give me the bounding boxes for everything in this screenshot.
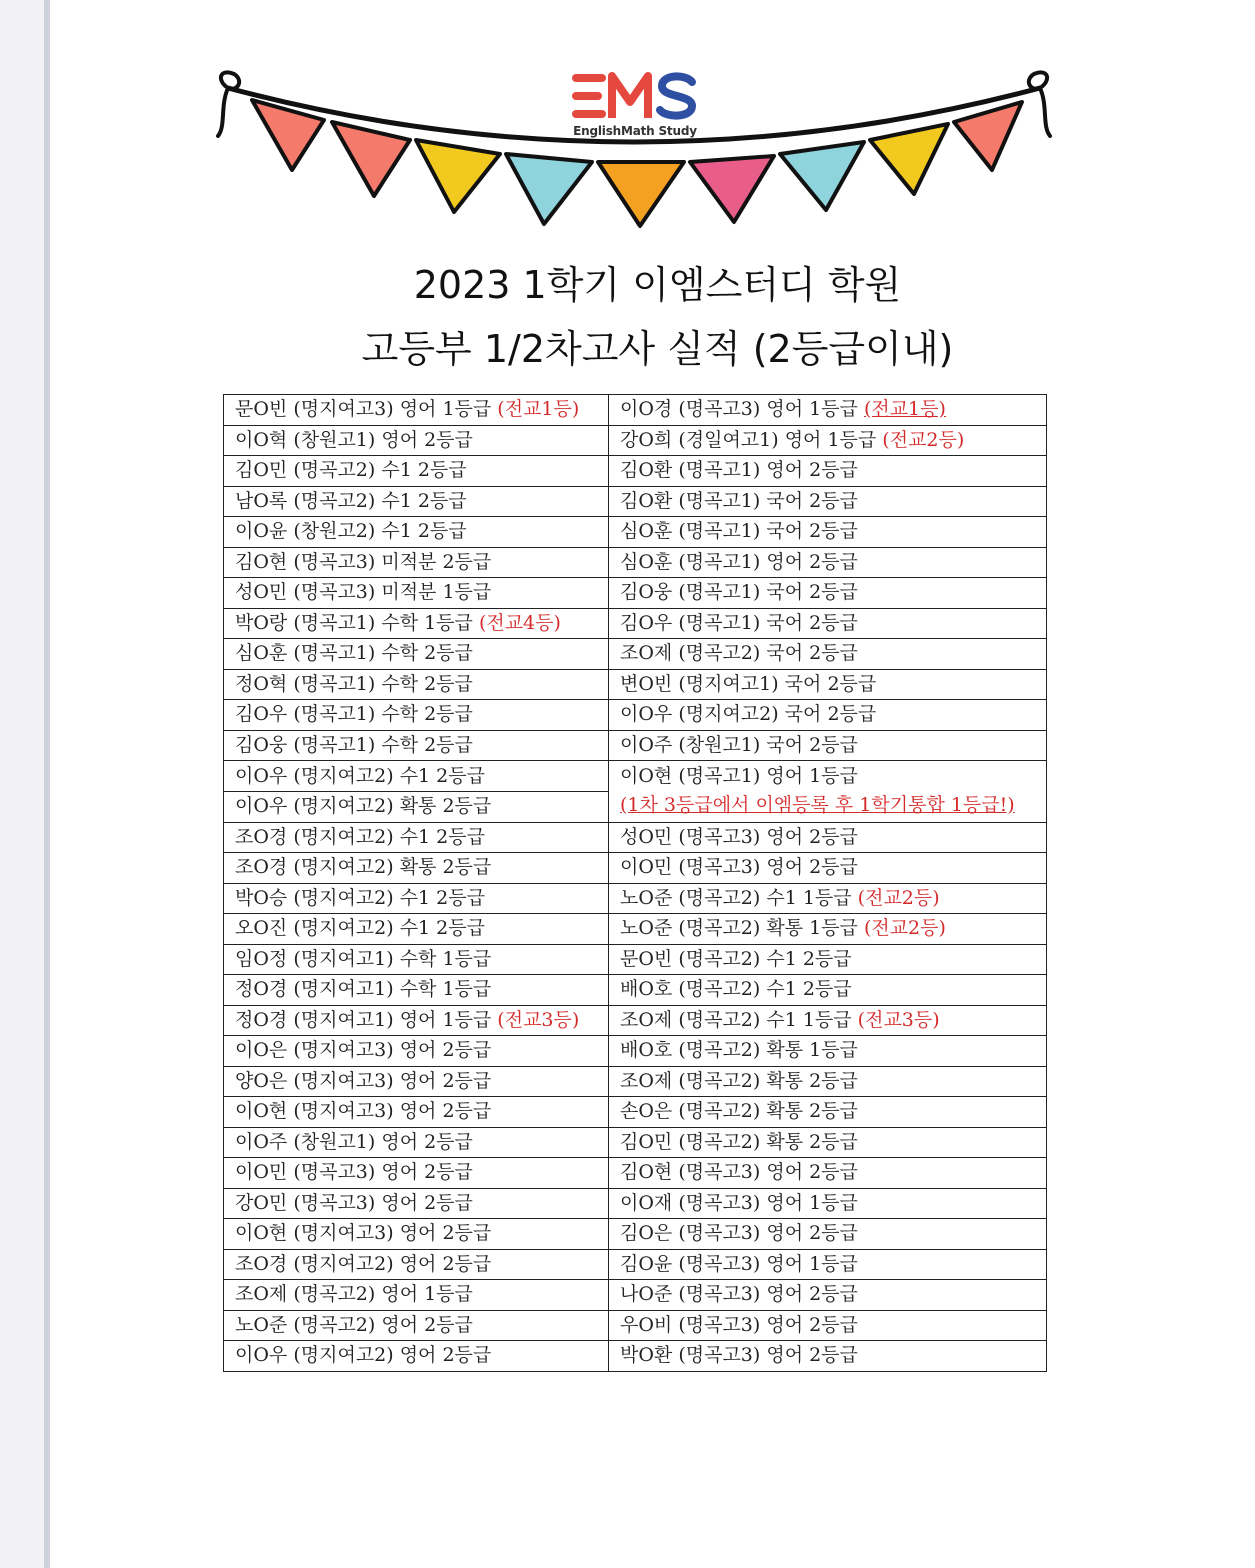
entry-text: 심O훈 (명곡고1) 수학 2등급	[235, 642, 473, 665]
left-entry-cell	[224, 578, 609, 609]
left-margin-rule	[44, 0, 50, 1568]
table-row	[224, 730, 1047, 761]
table-row	[224, 1188, 1047, 1219]
entry-text: 이O민 (명곡고3) 영어 2등급	[235, 1161, 473, 1184]
entry-text: 김O환 (명곡고1) 국어 2등급	[620, 489, 858, 512]
pennant-3	[416, 140, 500, 212]
left-entry-cell	[224, 1310, 609, 1341]
right-entry-cell	[609, 853, 1047, 884]
entry-text: 김O현 (명곡고3) 미적분 2등급	[235, 550, 492, 573]
pennant-8	[870, 124, 948, 194]
entry-note: (1차 3등급에서 이엠등록 후 1학기통합 1등급!)	[620, 794, 1015, 817]
ems-logo	[560, 72, 710, 144]
right-entry-cell	[609, 944, 1047, 975]
left-entry-cell	[224, 1005, 609, 1036]
table-row	[224, 822, 1047, 853]
entry-text: 박O랑 (명곡고1) 수학 1등급	[235, 611, 473, 634]
school-rank-badge: (전교1등)	[863, 398, 946, 421]
entry-text: 김O윤 (명곡고3) 영어 1등급	[620, 1252, 858, 1275]
table-row	[224, 1036, 1047, 1067]
table-row	[224, 547, 1047, 578]
ems-logo-mark	[570, 72, 700, 120]
right-entry-cell	[609, 1310, 1047, 1341]
entry-text: 이O혁 (창원고1) 영어 2등급	[235, 428, 473, 451]
entry-text: 배O호 (명곡고2) 수1 2등급	[620, 978, 852, 1001]
table-row	[224, 578, 1047, 609]
entry-text: 조O제 (명곡고2) 수1 1등급	[620, 1008, 852, 1031]
left-entry-cell	[224, 425, 609, 456]
right-entry-cell	[609, 1066, 1047, 1097]
right-entry-cell	[609, 761, 1047, 823]
entry-text: 조O경 (명지여고2) 확통 2등급	[235, 856, 492, 879]
entry-text: 임O정 (명지여고1) 수학 1등급	[235, 947, 492, 970]
entry-text: 김O웅 (명곡고1) 수학 2등급	[235, 733, 473, 756]
table-row	[224, 1066, 1047, 1097]
right-entry-cell	[609, 547, 1047, 578]
left-entry-cell	[224, 944, 609, 975]
entry-text: 조O제 (명곡고2) 국어 2등급	[620, 642, 858, 665]
right-entry-cell	[609, 608, 1047, 639]
logo-wordmark: EnglishMath Study	[573, 124, 697, 138]
entry-text: 심O훈 (명곡고1) 국어 2등급	[620, 520, 858, 543]
right-entry-cell	[609, 975, 1047, 1006]
left-entry-cell	[224, 792, 609, 823]
entry-text: 이O현 (명곡고1) 영어 1등급	[620, 765, 858, 788]
entry-text: 이O은 (명지여고3) 영어 2등급	[235, 1039, 492, 1062]
entry-text: 강O희 (경일여고1) 영어 1등급	[620, 428, 877, 451]
entry-text: 김O우 (명곡고1) 수학 2등급	[235, 703, 473, 726]
entry-text: 이O주 (창원고1) 영어 2등급	[235, 1130, 473, 1153]
entry-text: 김O민 (명곡고2) 확통 2등급	[620, 1130, 858, 1153]
left-entry-cell	[224, 1066, 609, 1097]
left-entry-cell	[224, 700, 609, 731]
right-entry-cell	[609, 669, 1047, 700]
entry-text: 김O은 (명곡고3) 영어 2등급	[620, 1222, 858, 1245]
pennant-7	[780, 142, 864, 210]
table-row	[224, 975, 1047, 1006]
school-rank-badge: (전교2등)	[882, 428, 965, 451]
entry-text: 강O민 (명곡고3) 영어 2등급	[235, 1191, 473, 1214]
entry-text: 성O민 (명곡고3) 미적분 1등급	[235, 581, 492, 604]
table-row	[224, 1158, 1047, 1189]
table-row	[224, 1280, 1047, 1311]
left-entry-cell	[224, 822, 609, 853]
entry-text: 이O윤 (창원고2) 수1 2등급	[235, 520, 467, 543]
entry-text: 조O경 (명지여고2) 수1 2등급	[235, 825, 485, 848]
left-entry-cell	[224, 1188, 609, 1219]
table-row	[224, 1249, 1047, 1280]
table-row	[224, 944, 1047, 975]
right-entry-cell	[609, 1280, 1047, 1311]
right-entry-cell	[609, 822, 1047, 853]
pennant-2	[332, 122, 410, 196]
table-row	[224, 456, 1047, 487]
entry-text: 이O우 (명지여고2) 확통 2등급	[235, 795, 492, 818]
entry-text: 양O은 (명지여고3) 영어 2등급	[235, 1069, 492, 1092]
left-entry-cell	[224, 639, 609, 670]
left-entry-cell	[224, 1280, 609, 1311]
entry-text: 배O호 (명곡고2) 확통 1등급	[620, 1039, 858, 1062]
entry-text: 문O빈 (명지여고3) 영어 1등급	[235, 398, 492, 421]
entry-text: 노O준 (명곡고2) 영어 2등급	[235, 1313, 473, 1336]
results-table	[223, 394, 1047, 1372]
entry-text: 김O환 (명곡고1) 영어 2등급	[620, 459, 858, 482]
entry-text: 박O환 (명곡고3) 영어 2등급	[620, 1344, 858, 1367]
entry-text: 김O우 (명곡고1) 국어 2등급	[620, 611, 858, 634]
left-entry-cell	[224, 975, 609, 1006]
left-entry-cell	[224, 1249, 609, 1280]
entry-text: 나O준 (명곡고3) 영어 2등급	[620, 1283, 858, 1306]
pennant-5	[598, 162, 684, 226]
entry-text: 손O은 (명곡고2) 확통 2등급	[620, 1100, 858, 1123]
school-rank-badge: (전교1등)	[497, 398, 580, 421]
left-entry-cell	[224, 914, 609, 945]
school-rank-badge: (전교2등)	[857, 886, 940, 909]
right-entry-cell	[609, 1188, 1047, 1219]
left-entry-cell	[224, 608, 609, 639]
left-entry-cell	[224, 761, 609, 792]
table-row	[224, 761, 1047, 792]
table-row	[224, 1127, 1047, 1158]
school-rank-badge: (전교2등)	[863, 917, 946, 940]
right-entry-cell	[609, 700, 1047, 731]
right-entry-cell	[609, 1036, 1047, 1067]
right-entry-cell	[609, 1097, 1047, 1128]
entry-text: 조O제 (명곡고2) 영어 1등급	[235, 1283, 473, 1306]
entry-text: 오O진 (명지여고2) 수1 2등급	[235, 917, 485, 940]
table-row	[224, 1097, 1047, 1128]
entry-text: 변O빈 (명지여고1) 국어 2등급	[620, 672, 877, 695]
school-rank-badge: (전교4등)	[478, 611, 561, 634]
table-row	[224, 639, 1047, 670]
entry-text: 우O비 (명곡고3) 영어 2등급	[620, 1313, 858, 1336]
table-row	[224, 700, 1047, 731]
left-entry-cell	[224, 456, 609, 487]
page-subtitle: 고등부 1/2차고사 실적 (2등급이내)	[361, 327, 954, 371]
entry-text: 조O경 (명지여고2) 영어 2등급	[235, 1252, 492, 1275]
table-row	[224, 1005, 1047, 1036]
pennant-4	[506, 154, 592, 224]
right-entry-cell	[609, 456, 1047, 487]
entry-text: 정O경 (명지여고1) 수학 1등급	[235, 978, 492, 1001]
left-entry-cell	[224, 1158, 609, 1189]
right-entry-cell	[609, 486, 1047, 517]
bunting-loop-right	[1029, 72, 1050, 136]
left-entry-cell	[224, 1097, 609, 1128]
left-entry-cell	[224, 730, 609, 761]
results-table-body	[224, 395, 1047, 1372]
left-entry-cell	[224, 883, 609, 914]
entry-text: 김O민 (명곡고2) 수1 2등급	[235, 459, 467, 482]
right-entry-cell	[609, 730, 1047, 761]
right-entry-cell	[609, 1219, 1047, 1250]
entry-text: 남O록 (명곡고2) 수1 2등급	[235, 489, 467, 512]
entry-text: 이O민 (명곡고3) 영어 2등급	[620, 856, 858, 879]
entry-text: 박O승 (명지여고2) 수1 2등급	[235, 886, 485, 909]
right-entry-cell	[609, 914, 1047, 945]
bunting-loop-left	[218, 72, 239, 136]
right-entry-cell	[609, 578, 1047, 609]
entry-text: 이O우 (명지여고2) 수1 2등급	[235, 764, 485, 787]
table-row	[224, 669, 1047, 700]
left-entry-cell	[224, 395, 609, 426]
right-entry-cell	[609, 1127, 1047, 1158]
right-entry-cell	[609, 1158, 1047, 1189]
left-entry-cell	[224, 517, 609, 548]
right-entry-cell	[609, 395, 1047, 426]
left-entry-cell	[224, 1341, 609, 1372]
entry-text: 노O준 (명곡고2) 수1 1등급	[620, 886, 852, 909]
table-row	[224, 486, 1047, 517]
entry-text: 이O현 (명지여고3) 영어 2등급	[235, 1100, 492, 1123]
right-entry-cell	[609, 1341, 1047, 1372]
pennant-6	[690, 156, 774, 222]
table-row	[224, 608, 1047, 639]
left-entry-cell	[224, 669, 609, 700]
table-row	[224, 883, 1047, 914]
entry-text: 이O현 (명지여고3) 영어 2등급	[235, 1222, 492, 1245]
table-row	[224, 395, 1047, 426]
left-margin-strip	[0, 0, 44, 1568]
entry-text: 김O현 (명곡고3) 영어 2등급	[620, 1161, 858, 1184]
entry-text: 이O경 (명곡고3) 영어 1등급	[620, 398, 858, 421]
right-entry-cell	[609, 1005, 1047, 1036]
right-entry-cell	[609, 425, 1047, 456]
left-entry-cell	[224, 1036, 609, 1067]
right-entry-cell	[609, 883, 1047, 914]
entry-text: 이O우 (명지여고2) 국어 2등급	[620, 703, 877, 726]
table-row	[224, 1341, 1047, 1372]
left-entry-cell	[224, 853, 609, 884]
entry-text: 정O혁 (명곡고1) 수학 2등급	[235, 672, 473, 695]
entry-text: 이O우 (명지여고2) 영어 2등급	[235, 1344, 492, 1367]
right-entry-cell	[609, 1249, 1047, 1280]
left-entry-cell	[224, 1127, 609, 1158]
table-row	[224, 1219, 1047, 1250]
entry-text: 이O주 (창원고1) 국어 2등급	[620, 733, 858, 756]
left-entry-cell	[224, 1219, 609, 1250]
entry-text: 문O빈 (명곡고2) 수1 2등급	[620, 947, 852, 970]
left-entry-cell	[224, 547, 609, 578]
school-rank-badge: (전교3등)	[497, 1008, 580, 1031]
entry-text: 이O재 (명곡고3) 영어 1등급	[620, 1191, 858, 1214]
table-row	[224, 1310, 1047, 1341]
entry-text: 정O경 (명지여고1) 영어 1등급	[235, 1008, 492, 1031]
table-row	[224, 517, 1047, 548]
entry-text: 김O웅 (명곡고1) 국어 2등급	[620, 581, 858, 604]
entry-text: 조O제 (명곡고2) 확통 2등급	[620, 1069, 858, 1092]
right-entry-cell	[609, 639, 1047, 670]
pennant-9	[954, 102, 1022, 170]
table-row	[224, 853, 1047, 884]
left-entry-cell	[224, 486, 609, 517]
entry-text: 노O준 (명곡고2) 확통 1등급	[620, 917, 858, 940]
table-row	[224, 425, 1047, 456]
school-rank-badge: (전교3등)	[857, 1008, 940, 1031]
entry-text: 성O민 (명곡고3) 영어 2등급	[620, 825, 858, 848]
right-entry-cell	[609, 517, 1047, 548]
page-title: 2023 1학기 이엠스터디 학원	[413, 263, 902, 307]
entry-text: 심O훈 (명곡고1) 영어 2등급	[620, 550, 858, 573]
table-row	[224, 914, 1047, 945]
